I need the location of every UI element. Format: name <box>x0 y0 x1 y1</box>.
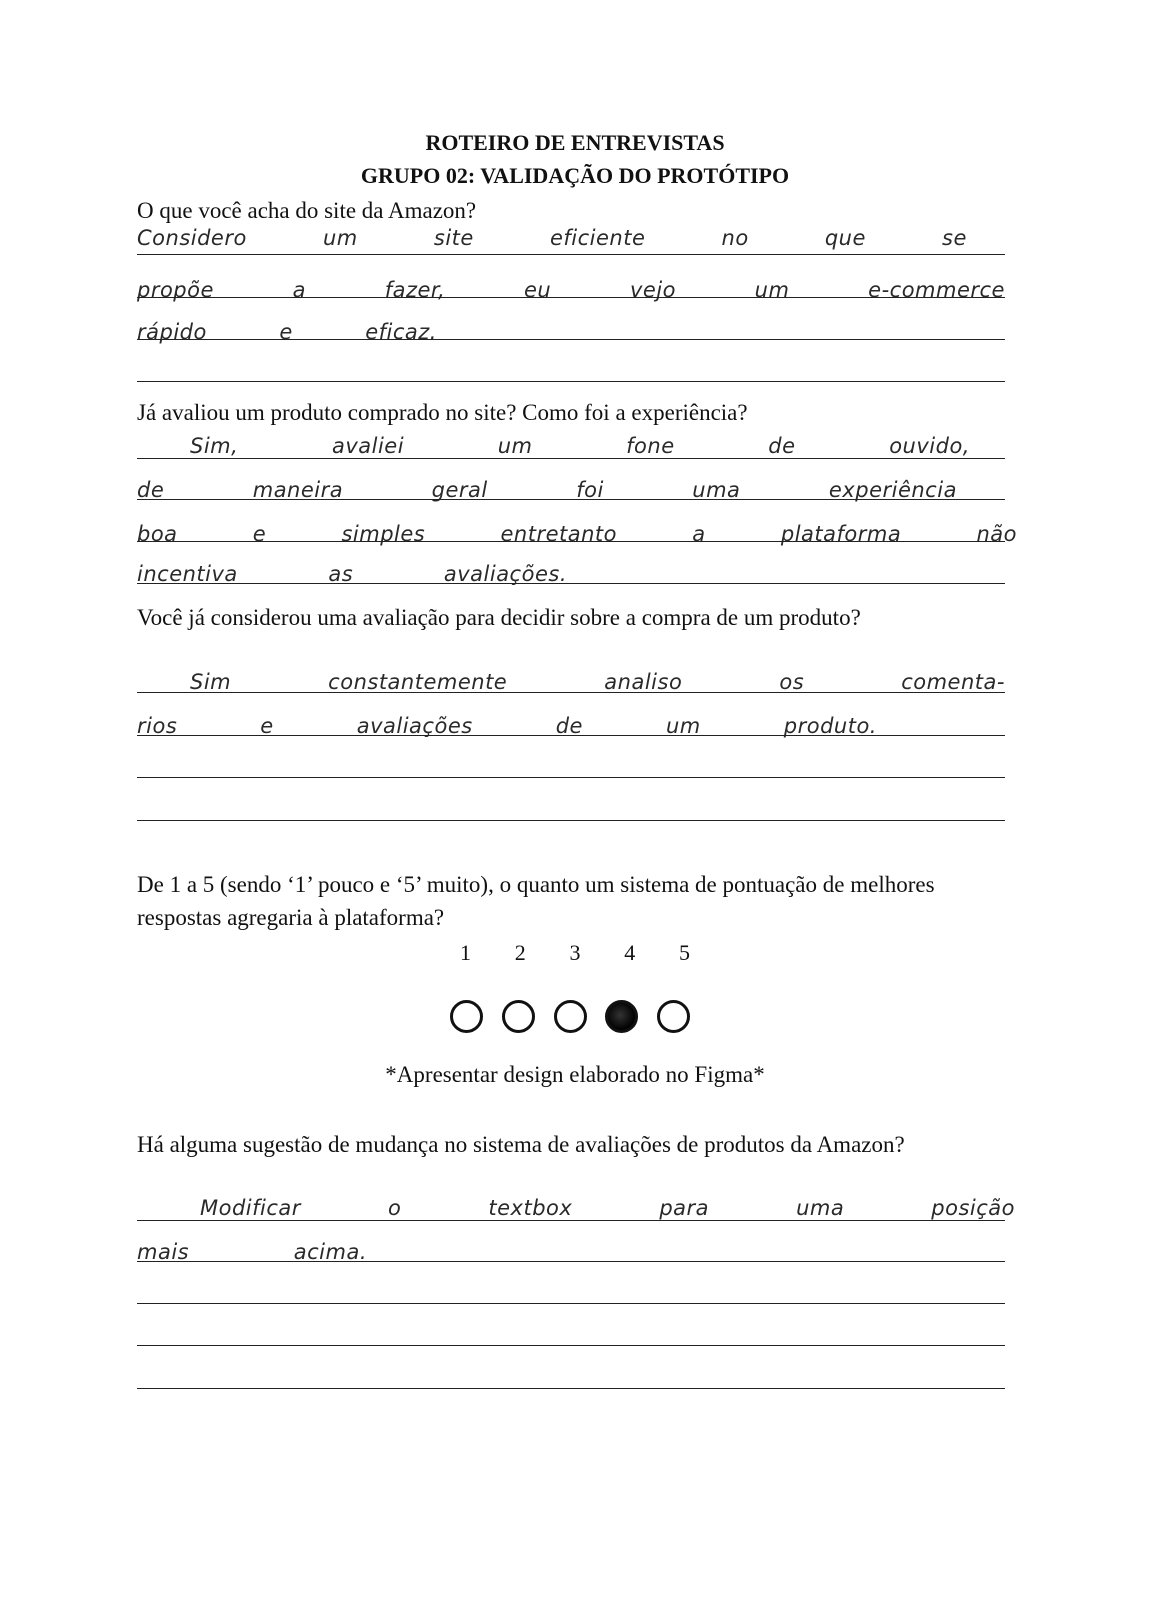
answer-rule <box>137 777 1005 778</box>
answer-rule <box>137 339 1005 340</box>
answer-5-line-2: mais acima. <box>137 1240 367 1264</box>
question-5: Há alguma sugestão de mudança no sistema de avaliações de produtos da Amazon? <box>137 1132 905 1157</box>
form-title: ROTEIRO DE ENTREVISTAS <box>425 130 725 155</box>
answer-rule <box>137 583 1005 584</box>
answer-1-line-3: rápido e eficaz. <box>137 320 437 344</box>
answer-1-line-2: propõe a fazer, eu vejo um e-commerce <box>137 278 1005 302</box>
rating-option-3[interactable] <box>554 1000 587 1033</box>
rating-label-4: 4 <box>624 940 636 965</box>
rating-label-3: 3 <box>569 940 581 965</box>
answer-rule <box>137 735 1005 736</box>
answer-rule <box>137 1303 1005 1304</box>
answer-rule <box>137 820 1005 821</box>
rating-label-2: 2 <box>514 940 526 965</box>
answer-2-line-3: boa e simples entretanto a plataforma não <box>137 522 1017 546</box>
rating-option-4[interactable] <box>605 1000 638 1033</box>
answer-rule <box>137 254 1005 255</box>
answer-rule <box>137 692 1005 693</box>
question-3: Você já considerou uma avaliação para decidir sobre a compra de um produto? <box>137 605 861 630</box>
answer-rule <box>137 499 1005 500</box>
rating-option-1[interactable] <box>450 1000 483 1033</box>
answer-rule <box>137 1261 1005 1262</box>
question-2: Já avaliou um produto comprado no site? Como foi a experiência? <box>137 400 748 425</box>
question-4: De 1 a 5 (sendo ‘1’ pouco e ‘5’ muito), o quanto um sistema de pontuação de melhores respostas agregaria à plataforma? <box>137 872 935 930</box>
answer-5-line-1: Modificar o textbox para uma posição <box>200 1196 1015 1220</box>
answer-2-line-2: de maneira geral foi uma experiência <box>137 478 957 502</box>
answer-2-line-1: Sim, avaliei um fone de ouvido, <box>190 434 970 458</box>
rating-option-5[interactable] <box>657 1000 690 1033</box>
answer-rule <box>137 541 1005 542</box>
answer-3-line-2: rios e avaliações de um produto. <box>137 714 877 738</box>
answer-rule <box>137 1220 1005 1221</box>
answer-rule <box>137 1388 1005 1389</box>
answer-rule <box>137 381 1005 382</box>
form-subtitle: GRUPO 02: VALIDAÇÃO DO PROTÓTIPO <box>360 163 790 188</box>
rating-options <box>450 1000 690 1033</box>
figma-note: *Apresentar design elaborado no Figma* <box>385 1062 765 1087</box>
rating-option-2[interactable] <box>502 1000 535 1033</box>
rating-scale-labels <box>460 940 690 966</box>
rating-label-5: 5 <box>679 940 690 965</box>
answer-rule <box>137 1345 1005 1346</box>
question-1: O que você acha do site da Amazon? <box>137 198 477 223</box>
answer-3-line-1: Sim constantemente analiso os comenta- <box>190 670 1005 694</box>
answer-1-line-1: Considero um site eficiente no que se <box>137 226 967 250</box>
rating-label-1: 1 <box>460 940 471 965</box>
answer-rule <box>137 297 1005 298</box>
answer-2-line-4: incentiva as avaliações. <box>137 562 567 586</box>
answer-rule <box>137 458 1005 459</box>
